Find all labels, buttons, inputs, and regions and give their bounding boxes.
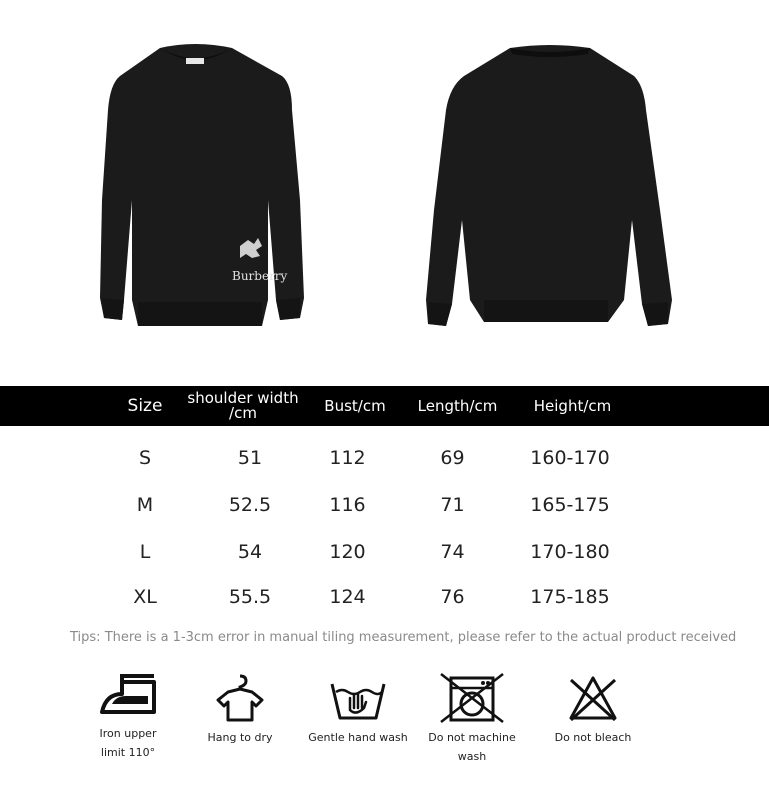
table-row	[0, 490, 769, 520]
cell-length: 76	[440, 586, 465, 608]
care-label-line1: Gentle hand wash	[308, 731, 408, 744]
cell-size: S	[138, 447, 152, 469]
cell-bust: 124	[329, 586, 366, 608]
cell-size: L	[139, 541, 151, 563]
product-photos	[0, 0, 769, 380]
cell-length: 74	[440, 541, 465, 563]
table-row	[0, 582, 769, 612]
sweatshirt-front-image	[100, 44, 304, 326]
header-shoulder-width	[178, 386, 308, 426]
care-item-no-bleach	[543, 672, 643, 747]
no-bleach-icon	[563, 672, 623, 724]
cell-shoulder: 51	[237, 447, 263, 469]
header-size: Size	[127, 395, 163, 416]
sweatshirt-images	[0, 0, 769, 380]
cell-height: 175-185	[530, 586, 610, 608]
cell-length: 71	[440, 494, 465, 516]
cell-shoulder: 52.5	[228, 494, 272, 516]
care-item-hand-wash	[308, 672, 408, 747]
iron-icon	[98, 672, 158, 720]
cell-bust: 116	[329, 494, 366, 516]
table-row	[0, 537, 769, 567]
cell-bust: 120	[329, 541, 366, 563]
cell-shoulder: 55.5	[228, 586, 272, 608]
sweatshirt-back-image	[426, 45, 672, 326]
measurement-tips: Tips: There is a 1-3cm error in manual tiling measurement, please refer to the actual product received	[70, 630, 737, 645]
care-label-line1: Do not bleach	[554, 731, 632, 744]
care-item-iron	[78, 672, 178, 762]
hand-wash-icon	[328, 672, 388, 724]
cell-size: M	[136, 494, 154, 516]
cell-height: 165-175	[530, 494, 610, 516]
size-table-header	[0, 386, 769, 426]
cell-size: XL	[133, 586, 157, 608]
header-height: Height/cm	[533, 396, 612, 415]
brand-wordmark: Burberry	[232, 269, 288, 283]
header-shoulder-line2: /cm	[229, 404, 257, 422]
care-label-line1: Hang to dry	[207, 731, 273, 744]
table-row	[0, 443, 769, 473]
cell-length: 69	[440, 447, 465, 469]
cell-height: 170-180	[530, 541, 610, 563]
header-bust: Bust/cm	[324, 396, 386, 415]
hanger-icon	[210, 672, 270, 724]
header-shoulder-line1: shoulder width	[187, 389, 299, 407]
care-label-line1: Do not machine wash	[428, 731, 516, 763]
cell-shoulder: 54	[237, 541, 263, 563]
care-label-line1: Iron upper	[99, 727, 157, 740]
care-label-line2: limit 110°	[100, 746, 156, 759]
header-length: Length/cm	[417, 396, 498, 415]
cell-bust: 112	[329, 447, 366, 469]
care-item-no-machine-wash	[422, 672, 522, 766]
cell-height: 160-170	[530, 447, 610, 469]
no-machine-wash-icon	[437, 672, 507, 724]
care-item-hang-dry	[190, 672, 290, 747]
